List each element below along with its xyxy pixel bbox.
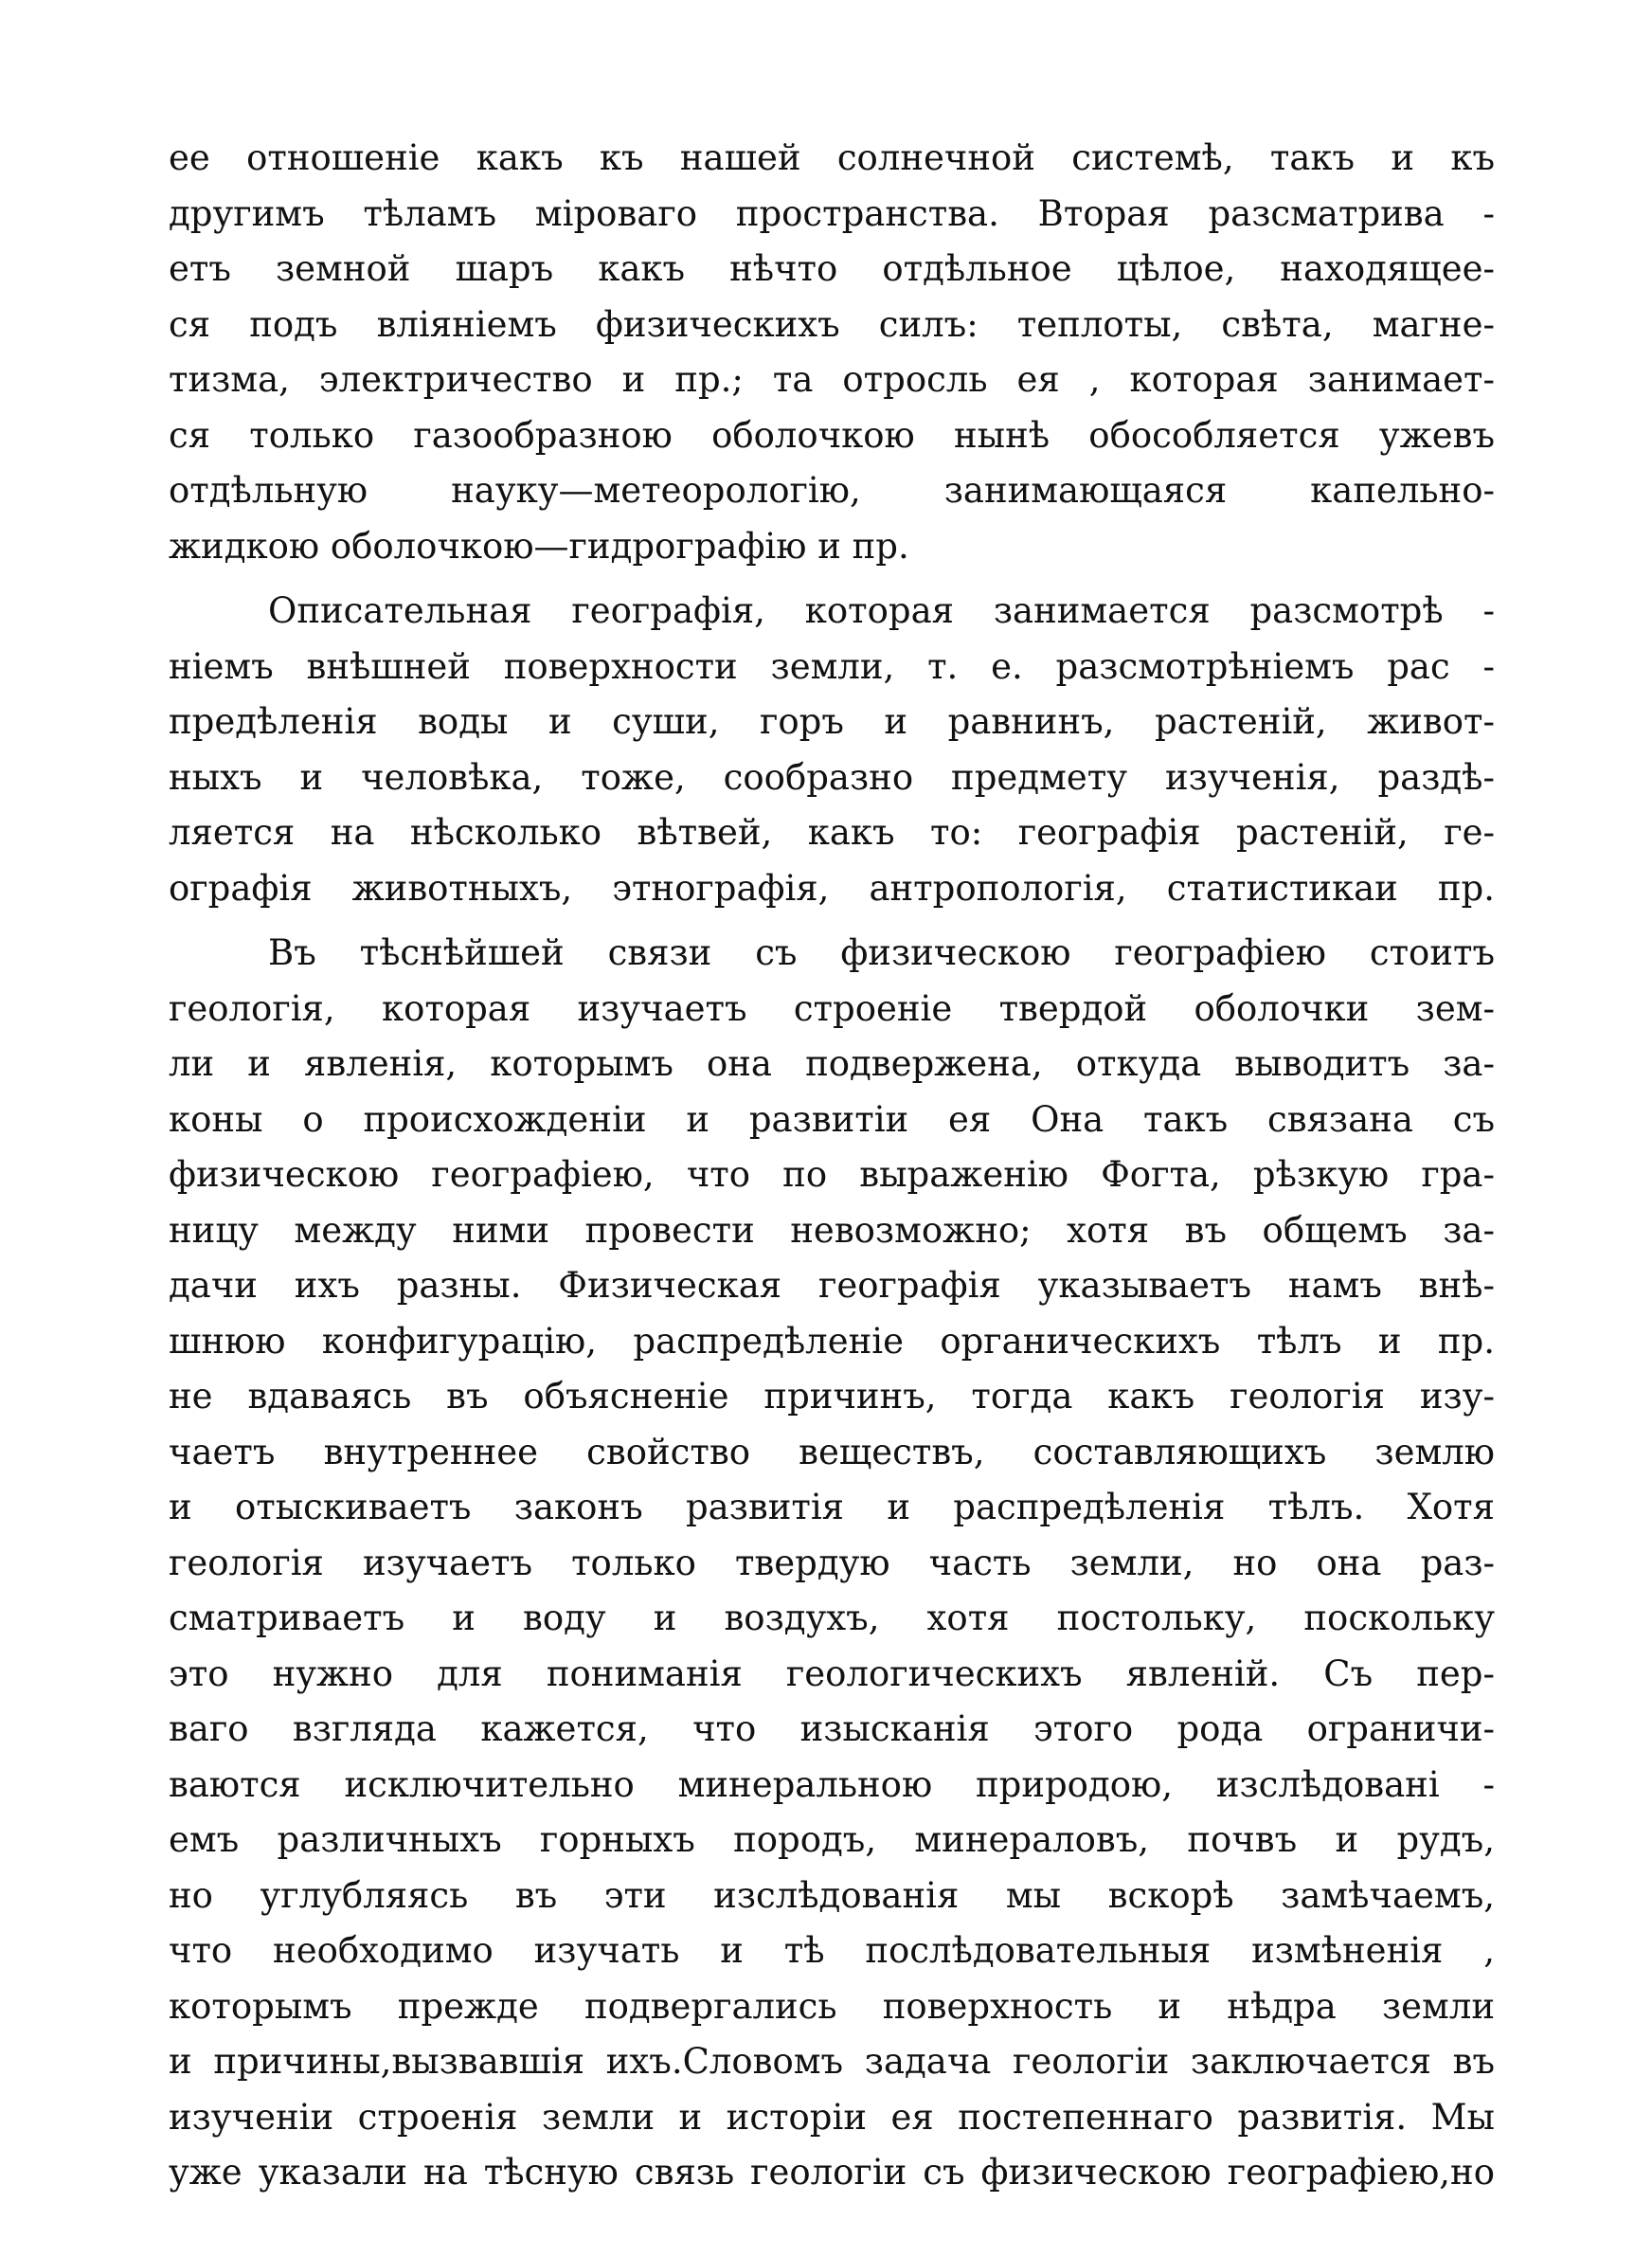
text-line: ваются исключительно минеральною природою, изслѣдовані - [169,1763,1495,1805]
text-line: что необходимо изучать и тѣ послѣдовательныя измѣненія , [169,1930,1495,1971]
paragraph-2 [169,584,1495,916]
text-line: Описательная географія, которая занимается разсмотрѣ - [268,590,1495,631]
text-line: шнюю конфигурацію, распредѣленіе органическихъ тѣлъ и пр. [169,1320,1495,1362]
text-line: геологія, которая изучаетъ строеніе твердой оболочки зем- [169,987,1495,1029]
text-line: предѣленія воды и суши, горъ и равнинъ, растеній, живот- [169,701,1495,742]
text-line: етъ земной шаръ какъ нѣчто отдѣльное цѣлое, находящее- [169,248,1495,289]
text-line: физическою географіею, что по выраженію Фогта, рѣзкую гра- [169,1154,1495,1195]
text-line: коны о происхожденіи и развитіи ея Она такъ связана съ [169,1098,1495,1140]
text-line: уже указали на тѣсную связь геологіи съ физическою географіею,но [169,2152,1495,2193]
text-line: изученіи строенія земли и исторіи ея постепеннаго развитія. Мы [169,2096,1495,2138]
text-line: тизма, электричество и пр.; та отросль ея , которая занимает- [169,359,1495,400]
paragraph-1 [169,131,1495,574]
text-line: Въ тѣснѣйшей связи съ физическою географіею стоитъ [268,932,1495,973]
paragraph-3 [169,926,1495,2201]
text-line: дачи ихъ разны. Физическая географія указываетъ намъ внѣ- [169,1265,1495,1306]
text-line: это нужно для пониманія геологическихъ явленій. Съ пер- [169,1652,1495,1694]
text-line: но углубляясь въ эти изслѣдованія мы вскорѣ замѣчаемъ, [169,1874,1495,1916]
text-line: геологія изучаетъ только твердую часть земли, но она раз- [169,1542,1495,1583]
text-line: другимъ тѣламъ міроваго пространства. Вторая разсматрива - [169,192,1495,234]
text-line: ляется на нѣсколько вѣтвей, какъ то: географія растеній, ге- [169,812,1495,853]
text-line: не вдаваясь въ объясненіе причинъ, тогда какъ геологія изу- [169,1376,1495,1417]
text-line: ныхъ и человѣка, тоже, сообразно предмету изученія, раздѣ- [169,756,1495,798]
text-line: ницу между ними провести невозможно; хотя въ общемъ за- [169,1209,1495,1251]
text-line: и отыскиваетъ законъ развитія и распредѣленія тѣлъ. Хотя [169,1487,1495,1527]
text-line: ся только газообразною оболочкою нынѣ обособляется ужевъ [169,414,1495,456]
text-line: ся подъ вліяніемъ физическихъ силъ: теплоты, свѣта, магне- [169,303,1495,345]
text-line: ее отношеніе какъ къ нашей солнечной системѣ, такъ и къ [169,137,1495,178]
text-line: которымъ прежде подвергались поверхность и нѣдра земли [169,1985,1495,2027]
paragraph-gap [169,574,1495,584]
text-line: емъ различныхъ горныхъ породъ, минераловъ, почвъ и рудъ, [169,1819,1495,1860]
text-line: ніемъ внѣшней поверхности земли, т. е. разсмотрѣніемъ рас - [169,645,1495,687]
page-text [169,131,1495,2201]
text-line: сматриваетъ и воду и воздухъ, хотя постольку, поскольку [169,1598,1495,1638]
text-line: отдѣльную науку—метеорологію, занимающаяся капельно- [169,470,1495,511]
text-line: чаетъ внутреннее свойство веществъ, составляющихъ землю [169,1431,1495,1472]
text-line: жидкою оболочкою—гидрографію и пр. [169,525,909,567]
text-line: ли и явленія, которымъ она подвержена, откуда выводитъ за- [169,1043,1495,1084]
paragraph-gap [169,916,1495,926]
text-line: ваго взгляда кажется, что изысканія этого рода ограничи- [169,1708,1495,1749]
text-line: и причины,вызвавшія ихъ.Словомъ задача геологіи заключается въ [169,2041,1495,2082]
text-line: ографія животныхъ, этнографія, антропологія, статистикаи пр. [169,867,1495,909]
